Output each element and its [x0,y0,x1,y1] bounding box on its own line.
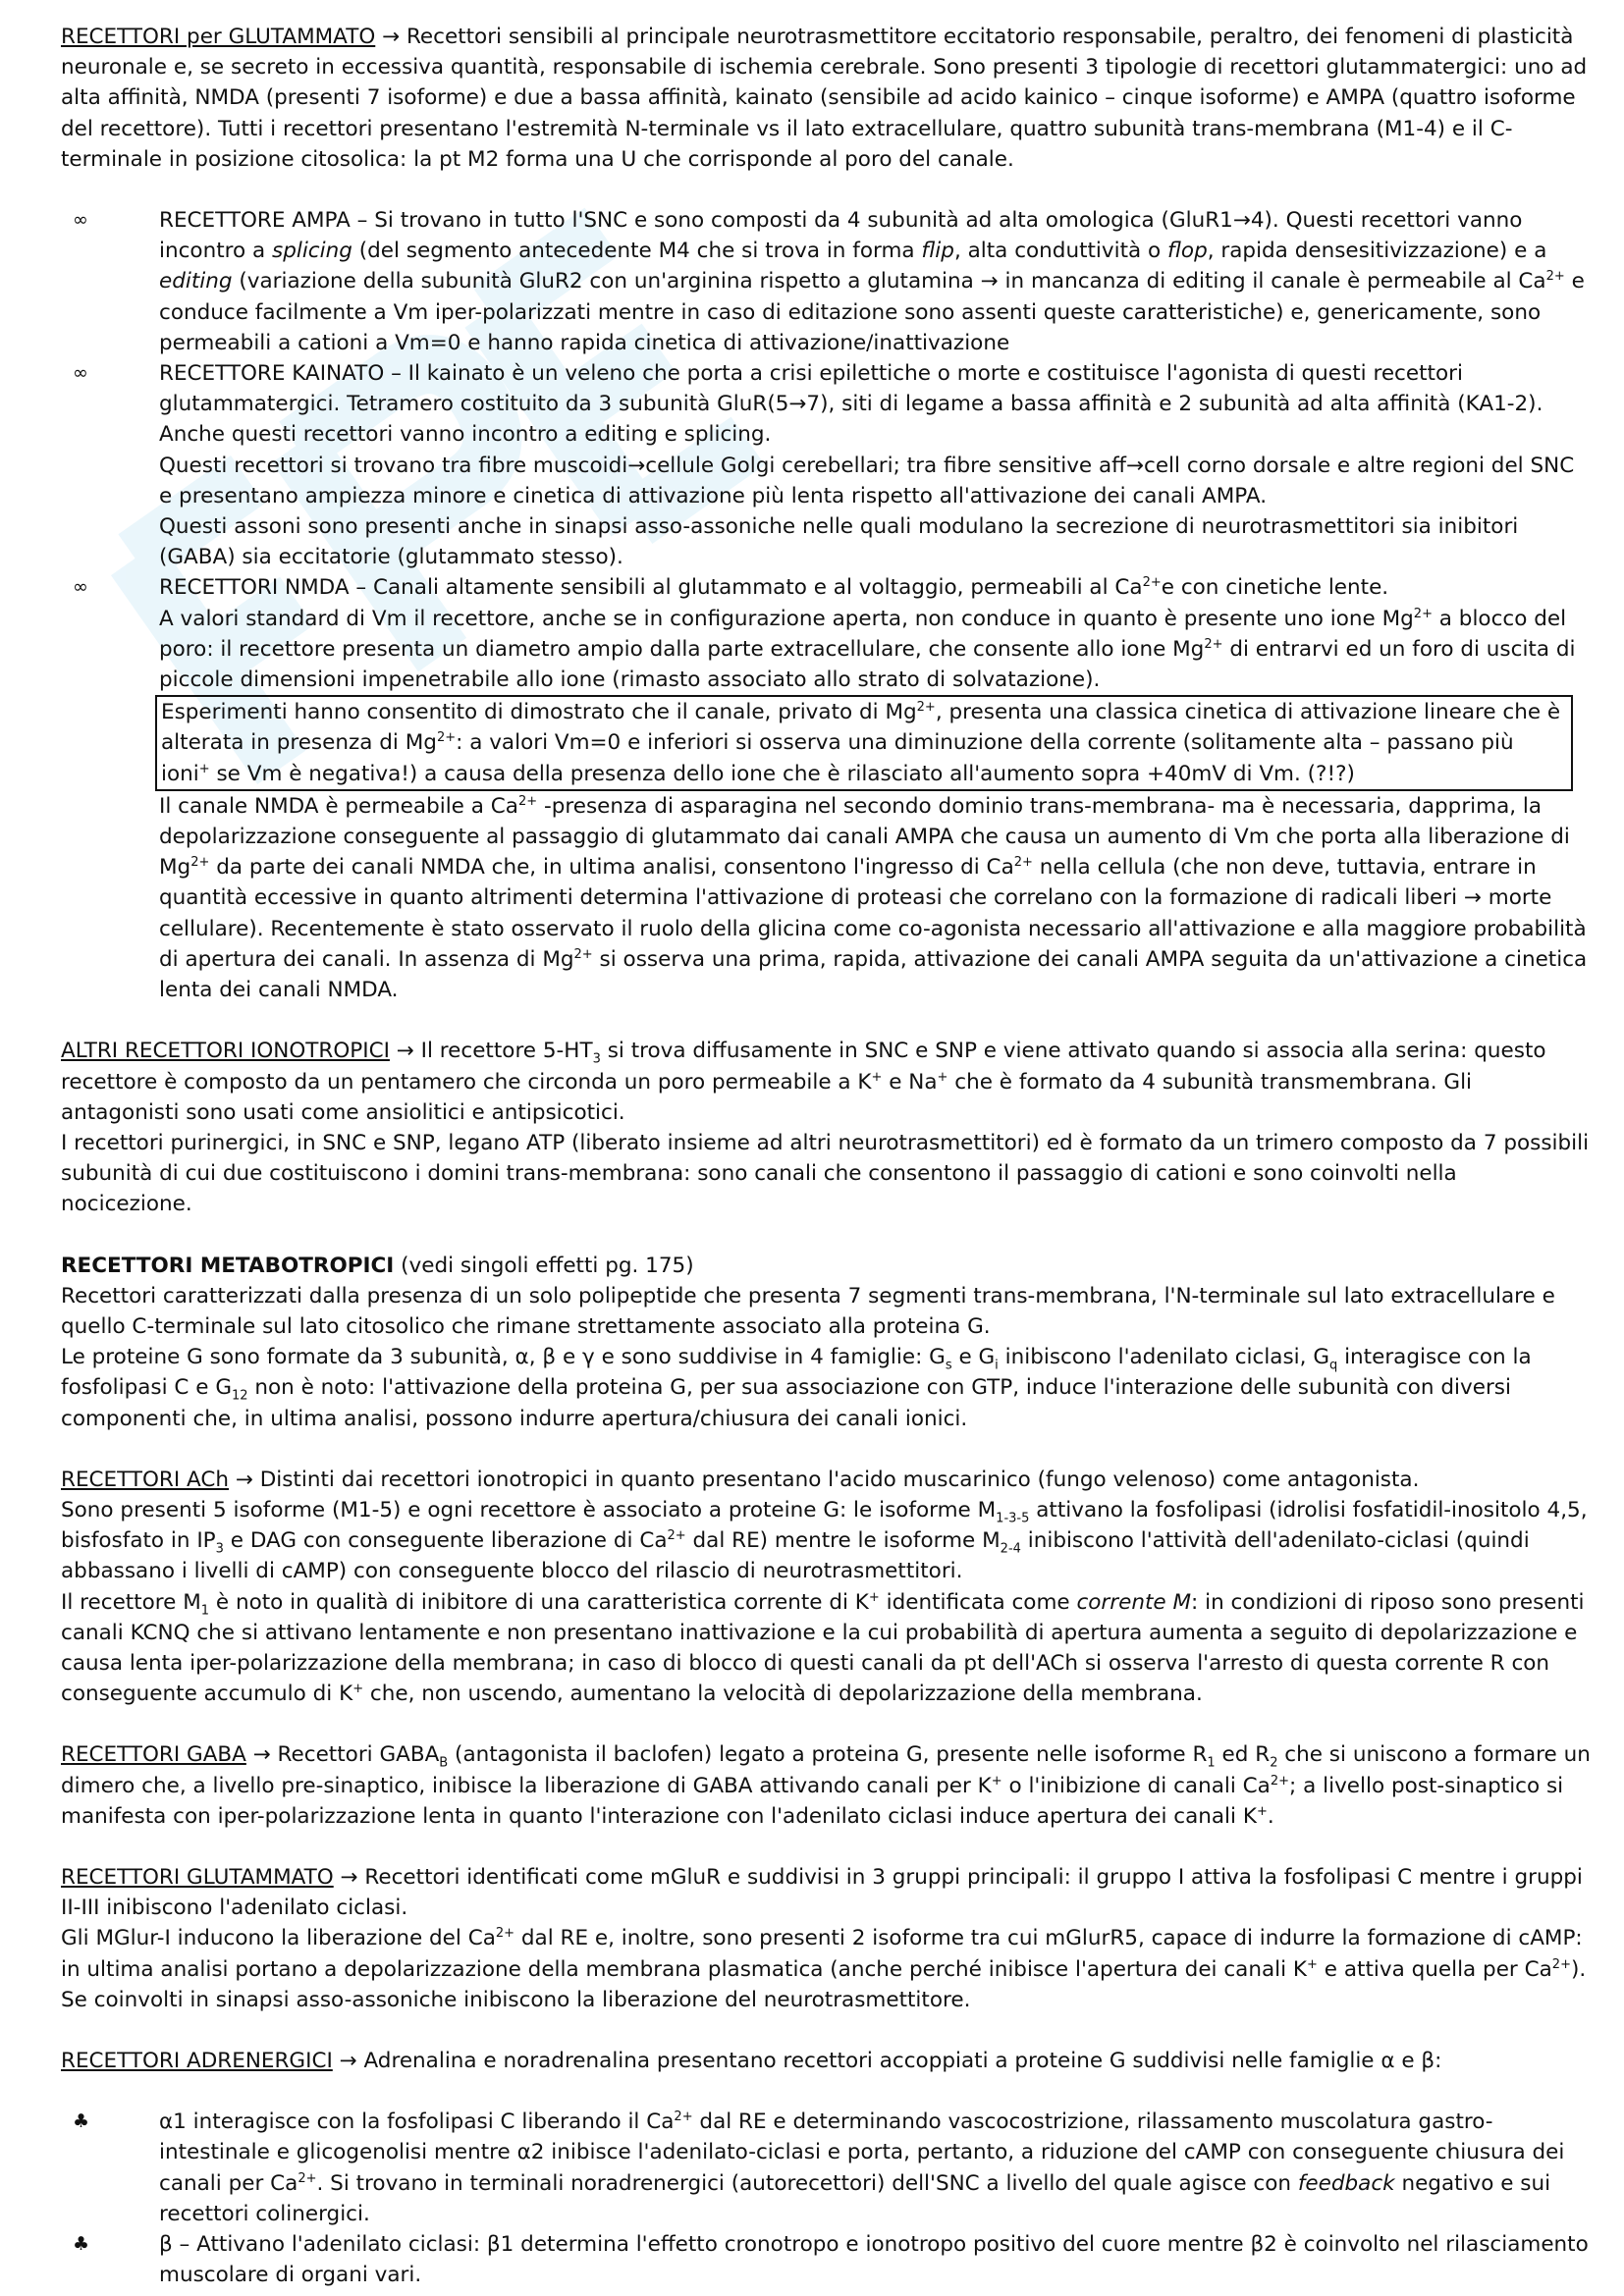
bullet-beta: ♣ β – Attivano l'adenilato ciclasi: β1 determina l'effetto cronotropo e ionotropo positivo del cuore mentre β2 è coinvolto nel rilasciamento muscolare di organi vari. [61,2229,1593,2290]
club-bullet-icon: ♣ [73,2233,90,2255]
heading-adrenergici: RECETTORI ADRENERGICI [61,2048,333,2073]
boxed-note-experiment: Esperimenti hanno consentito di dimostrato che il canale, privato di $Mg^{2+}$, presenta una classica cinetica di attivazione lineare che è alterata in presenza di $Mg^{2+}$: a valori Vm=0 e inferiori si osserva una diminuzione della corrente (solitamente alta – passano più ioni+ se Vm è negativa!) a causa della presenza dello ione che è rilasciato all'aumento sopra +40mV di Vm. (?!?) [155,695,1573,791]
para-altri-recettori: ALTRI RECETTORI IONOTROPICI → Il recettore $5-HT_3$ si trova diffusamente in SNC e SNP e viene attivato quando si associa alla serina: questo recettore è composto da un pentamero che circonda un poro permeabile a K+ e Na+ che è formato da 4 subunità transmembrana. Gli antagonisti sono usati come ansiolitici e antipsicotici. [61,1039,1546,1125]
para-metabotropici: RECETTORI METABOTROPICI (vedi singoli effetti pg. 175) [61,1253,694,1278]
heading-metabotropici: RECETTORI METABOTROPICI [61,1253,395,1278]
para-ach: RECETTORI ACh → Distinti dai recettori ionotropici in quanto presentano l'acido muscarinico (fungo velenoso) come antagonista. [61,1467,1420,1492]
club-bullet-icon: ♣ [73,2110,90,2133]
infinity-bullet-icon: ∞ [73,209,88,232]
bullet-nmda: ∞ RECETTORI NMDA – Canali altamente sensibili al glutammato e al voltaggio, permeabili al $Ca^{2+}e$ con cinetiche lente. A valori standard di Vm il recettore, anche se in configurazione aperta, non conduce in quanto è presente uno ione $Mg^{2+}$ a blocco del poro: il recettore presenta un diametro ampio dalla parte extracellulare, che consente allo ione $Mg^{2+}$ di entrarvi ed un foro di uscita di piccole dimensioni impenetrabile allo ione (rimasto associato allo strato di solvatazione). [61,572,1593,695]
heading-altri-recettori: ALTRI RECETTORI IONOTROPICI [61,1039,390,1064]
heading-recettori-glutammato: RECETTORI per GLUTAMMATO [61,25,376,49]
bullet-alpha: ♣ α1 interagisce con la fosfolipasi C liberando il $Ca^{2+}$ dal RE e determinando vascocostrizione, rilassamento muscolatura gastro-intestinale e glicogenolisi mentre α2 inibisce l'adenilato-ciclasi e porta, pertanto, a riduzione del cAMP con conseguente chiusura dei canali per $Ca^{2+}$. Si trovano in terminali noradrenergici (autorecettori) dell'SNC a livello del quale agisce con feedback negativo e sui recettori colinergici. [61,2107,1593,2229]
para-glutammato-intro: RECETTORI per GLUTAMMATO → Recettori sensibili al principale neurotrasmettitore eccitatorio responsabile, peraltro, dei fenomeni di plasticità neuronale e, se secreto in eccessiva quantità, responsabile di ischemia cerebrale. Sono presenti 3 tipologie di recettori glutammatergici: uno ad alta affinità, NMDA (presenti 7 isoforme) e due a bassa affinità, kainato (sensibile ad acido kainico – cinque isoforme) e AMPA (quattro isoforme del recettore). Tutti i recettori presentano l'estremità N-terminale vs il lato extracellulare, quattro subunità trans-membrana (M1-4) e il C-terminale in posizione citosolica: la pt M2 forma una U che corrisponde al poro del canale. [61,25,1588,172]
para-proteine-g: Le proteine G sono formate da 3 subunità, α, β e γ e sono suddivise in 4 famiglie: $G_s$ e $G_i$ inibiscono l'adenilato ciclasi, $G_q$ interagisce con la fosfolipasi C e $G_{12}$ non è noto: l'attivazione della proteina G, per sua associazione con GTP, induce l'interazione delle subunità con diversi componenti che, in ultima analisi, possono indurre apertura/chiusura dei canali ionici. [61,1345,1532,1431]
infinity-bullet-icon: ∞ [73,576,88,599]
para-purinergici: I recettori purinergici, in SNC e SNP, legano ATP (liberato insieme ad altri neurotrasmettitori) ed è formato da un trimero composto da 7 possibili subunità di cui due costituiscono i domini trans-membrana: sono canali che consentono il passaggio di cationi e sono coinvolti nella nocicezione. [61,1130,1590,1217]
bullet-ampa: ∞ RECETTORE AMPA – Si trovano in tutto l'SNC e sono composti da 4 subunità ad alta omologica (GluR1→4). Questi recettori vanno incontro a splicing (del segmento antecedente M4 che si trova in forma flip, alta conduttività o flop, rapida densesitivizzazione) e a editing (variazione della subunità GluR2 con un'arginina rispetto a glutamina → in mancanza di editing il canale è permeabile al $Ca^{2+}$ e conduce facilmente a Vm iper-polarizzati mentre in caso di editazione sono assenti queste caratteristiche) e, genericamente, sono permeabili a cationi a Vm=0 e hanno rapida cinetica di attivazione/inattivazione [61,205,1593,358]
document-page: RECETTORI per GLUTAMMATO → Recettori sensibili al principale neurotrasmettitore eccitatorio responsabile, peraltro, dei fenomeni di plasticità neuronale e, se secreto in eccessiva quantità, responsabile di ischemia cerebrale. Sono presenti 3 tipologie di recettori glutammatergici: uno ad alta affinità, NMDA (presenti 7 isoforme) e due a bassa affinità, kainato (sensibile ad acido kainico – cinque isoforme) e AMPA (quattro isoforme del recettore). Tutti i recettori presentano l'estremità N-terminale vs il lato extracellulare, quattro subunità trans-membrana (M1-4) e il C-terminale in posizione citosolica: la pt M2 forma una U che corrisponde al poro del canale. ∞ RECETTORE AMPA – Si trovano in tutto l'SNC e sono composti da 4 subunità ad alta omologica (GluR1→4). Questi recettori vanno incontro a splicing (del segmento antecedente M4 che si trova in forma flip, alta conduttività o flop, rapida densesitivizzazione) e a editing (variazione della subunità GluR2 con un'arginina rispetto a glutamina → in mancanza di editing il canale è permeabile al $Ca^{2+}$ e conduce facilmente a Vm iper-polarizzati mentre in caso di editazione sono assenti queste caratteristiche) e, genericamente, sono permeabili a cationi a Vm=0 e hanno rapida cinetica di attivazione/inattivazione ∞ RECETTORE KAINATO – Il kainato è un veleno che porta a crisi epilettiche o morte e costituisce l'agonista di questi recettori glutammatergici. Tetramero costituito da 3 subunità GluR(5→7), siti di legame a bassa affinità e 2 subunità ad alta affinità (KA1-2). Anche questi recettori vanno incontro a editing e splicing. Questi recettori si trovano tra fibre muscoidi→cellule Golgi cerebellari; tra fibre sensitive aff→cell corno dorsale e altre regioni del SNC e presentano ampiezza minore e cinetica di attivazione più lenta rispetto all'attivazione dei canali AMPA. Questi assoni sono presenti anche in sinapsi asso-assoniche nelle quali modulano la secrezione di neurotrasmettitori sia inibitori (GABA) sia eccitatorie (glutammato stesso). ∞ RECETTORI NMDA – Canali altamente sensibili al glutammato e al voltaggio, permeabili al $Ca^{2+}e$ con cinetiche lente. A valori standard di Vm il recettore, anche se in configurazione aperta, non conduce in quanto è presente uno ione $Mg^{2+}$ a blocco del poro: il recettore presenta un diametro ampio dalla parte extracellulare, che consente allo ione $Mg^{2+}$ di entrarvi ed un foro di uscita di piccole dimensioni impenetrabile allo ione (rimasto associato allo strato di solvatazione). Esperimenti hanno consentito di dimostrato che il canale, privato di $Mg^{2+}$, presenta una classica cinetica di attivazione lineare che è alterata in presenza di $Mg^{2+}$: a valori Vm=0 e inferiori si osserva una diminuzione della corrente (solitamente alta – passano più ioni+ se Vm è negativa!) a causa della presenza dello ione che è rilasciato all'aumento sopra +40mV di Vm. (?!?) Il canale NMDA è permeabile a $Ca^{2+}$ -presenza di asparagina nel secondo dominio trans-membrana- ma è necessaria, dapprima, la depolarizzazione conseguente al passaggio di glutammato dai canali AMPA che causa un aumento di Vm che porta alla liberazione di $Mg^{2+}$ da parte dei canali NMDA che, in ultima analisi, consentono l'ingresso di $Ca^{2+}$ nella cellula (che non deve, tuttavia, entrare in quantità eccessive in quanto altrimenti determina l'attivazione di proteasi che correlano con la formazione di radicali liberi → morte cellulare). Recentemente è stato osservato il ruolo della glicina come co-agonista necessario all'attivazione e alla maggiore probabilità di apertura dei canali. In assenza di $Mg^{2+}$ si osserva una prima, rapida, attivazione dei canali AMPA seguita da un'attivazione a cinetica lenta dei canali NMDA. ALTRI RECETTORI IONOTROPICI → Il recettore $5-HT_3$ si trova diffusamente in SNC e SNP e viene attivato quando si associa alla serina: questo recettore è composto da un pentamero che circonda un poro permeabile a K+ e Na+ che è formato da 4 subunità transmembrana. Gli antagonisti sono usati come ansiolitici e antipsicotici. I recettori purinergici, in SNC e SNP, legano ATP (liberato insieme ad altri neurotrasmettitori) ed è formato da un trimero composto da 7 possibili subunità di cui due costituiscono i domini trans-membrana: sono canali che consentono il passaggio di cationi e sono coinvolti nella nocicezione. RECETTORI METABOTROPICI (vedi singoli effetti pg. 175) Recettori caratterizzati dalla presenza di un solo polipeptide che presenta 7 segmenti trans-membrana, l'N-terminale sul lato extracellulare e quello C-terminale sul lato citosolico che rimane strettamente associato alla proteina G. Le proteine G sono formate da 3 subunità, α, β e γ e sono suddivise in 4 famiglie: $G_s$ e $G_i$ inibiscono l'adenilato ciclasi, $G_q$ interagisce con la fosfolipasi C e $G_{12}$ non è noto: l'attivazione della proteina G, per sua associazione con GTP, induce l'interazione delle subunità con diversi componenti che, in ultima analisi, possono indurre apertura/chiusura dei canali ionici. RECETTORI ACh → Distinti dai recettori ionotropici in quanto presentano l'acido muscarinico (fungo velenoso) come antagonista. Sono presenti 5 isoforme (M1-5) e ogni recettore è associato a proteine G: le isoforme $M_{1-3-5}$ attivano la fosfolipasi (idrolisi fosfatidil-inositolo 4,5, bisfosfato in $IP_3$ e DAG con conseguente liberazione di $Ca^{2+}$ dal RE) mentre le isoforme $M_{2-4}$ inibiscono l'attività dell'adenilato-ciclasi (quindi abbassano i livelli di cAMP) con conseguente blocco del rilascio di neurotrasmettitori. Il recettore $M_1$ è noto in qualità di inibitore di una caratteristica corrente di K+ identificata come corrente M: in condizioni di riposo sono presenti canali KCNQ che si attivano lentamente e non presentano inattivazione e la cui probabilità di apertura aumenta a seguito di depolarizzazione e causa lenta iper-polarizzazione della membrana; in caso di blocco di questi canali da pt dell'ACh si osserva l'arresto di questa corrente R con conseguente accumulo di K+ che, non uscendo, aumentano la velocità di depolarizzazione della membrana. RECETTORI GABA → Recettori $GABA_B$ (antagonista il baclofen) legato a proteina G, presente nelle isoforme $R_1$ ed $R_2$ che si uniscono a formare un dimero che, a livello pre-sinaptico, inibisce la liberazione di GABA attivando canali per K+ o l'inibizione di canali $Ca^{2+}$; a livello post-sinaptico si manifesta con iper-polarizzazione lenta in quanto l'interazione con l'adenilato ciclasi induce apertura dei canali K+. RECETTORI GLUTAMMATO → Recettori identificati come mGluR e suddivisi in 3 gruppi principali: il gruppo I attiva la fosfolipasi C mentre i gruppi II-III inibiscono l'adenilato ciclasi. Gli MGlur-I inducono la liberazione del $Ca^{2+}$ dal RE e, inoltre, sono presenti 2 isoforme tra cui mGlurR5, capace di indurre la formazione di cAMP: in ultima analisi portano a depolarizzazione della membrana plasmatica (anche perché inibisce l'apertura dei canali K+ e attiva quella per $Ca^{2+}$). Se coinvolti in sinapsi asso-assoniche inibiscono la liberazione del neurotrasmettitore. RECETTORI ADRENERGICI → Adrenalina e noradrenalina presentano recettori accoppiati a proteine G suddivisi nelle famiglie α e β: ♣ α1 interagisce con la fosfolipasi C liberando il $Ca^{2+}$ dal RE e determinando vascocostrizione, rilassamento muscolatura gastro-intestinale e glicogenolisi mentre α2 inibisce l'adenilato-ciclasi e porta, pertanto, a riduzione del cAMP con conseguente chiusura dei canali per $Ca^{2+}$. Si trovano in terminali noradrenergici (autorecettori) dell'SNC a livello del quale agisce con feedback negativo e sui recettori colinergici. ♣ β – Attivano l'adenilato ciclasi: β1 determina l'effetto cronotropo e ionotropo positivo del cuore mentre β2 è coinvolto nel rilasciamento muscolare di organi vari. [61,22,1593,2290]
heading-gaba: RECETTORI GABA [61,1742,246,1768]
para-adrenergici: RECETTORI ADRENERGICI → Adrenalina e noradrenalina presentano recettori accoppiati a proteine G suddivisi nelle famiglie α e β: [61,2048,1442,2073]
heading-ach: RECETTORI ACh [61,1467,230,1492]
para-nmda-permeability: Il canale NMDA è permeabile a $Ca^{2+}$ -presenza di asparagina nel secondo dominio trans-membrana- ma è necessaria, dapprima, la depolarizzazione conseguente al passaggio di glutammato dai canali AMPA che causa un aumento di Vm che porta alla liberazione di $Mg^{2+}$ da parte dei canali NMDA che, in ultima analisi, consentono l'ingresso di $Ca^{2+}$ nella cellula (che non deve, tuttavia, entrare in quantità eccessive in quanto altrimenti determina l'attivazione di proteasi che correlano con la formazione di radicali liberi → morte cellulare). Recentemente è stato osservato il ruolo della glicina come co-agonista necessario all'attivazione e alla maggiore probabilità di apertura dei canali. In assenza di $Mg^{2+}$ si osserva una prima, rapida, attivazione dei canali AMPA seguita da un'attivazione a cinetica lenta dei canali NMDA. [159,793,1588,1003]
infinity-bullet-icon: ∞ [73,362,88,385]
para-glutammato-metabotropici: RECETTORI GLUTAMMATO → Recettori identificati come mGluR e suddivisi in 3 gruppi principali: il gruppo I attiva la fosfolipasi C mentre i gruppi II-III inibiscono l'adenilato ciclasi. [61,1864,1583,1921]
para-gaba: RECETTORI GABA → Recettori $GABA_B$ (antagonista il baclofen) legato a proteina G, presente nelle isoforme $R_1$ ed $R_2$ che si uniscono a formare un dimero che, a livello pre-sinaptico, inibisce la liberazione di GABA attivando canali per K+ o l'inibizione di canali $Ca^{2+}$; a livello post-sinaptico si manifesta con iper-polarizzazione lenta in quanto l'interazione con l'adenilato ciclasi induce apertura dei canali K+. [61,1742,1591,1829]
bullet-kainato: ∞ RECETTORE KAINATO – Il kainato è un veleno che porta a crisi epilettiche o morte e costituisce l'agonista di questi recettori glutammatergici. Tetramero costituito da 3 subunità GluR(5→7), siti di legame a bassa affinità e 2 subunità ad alta affinità (KA1-2). Anche questi recettori vanno incontro a editing e splicing. Questi recettori si trovano tra fibre muscoidi→cellule Golgi cerebellari; tra fibre sensitive aff→cell corno dorsale e altre regioni del SNC e presentano ampiezza minore e cinetica di attivazione più lenta rispetto all'attivazione dei canali AMPA. Questi assoni sono presenti anche in sinapsi asso-assoniche nelle quali modulano la secrezione di neurotrasmettitori sia inibitori (GABA) sia eccitatorie (glutammato stesso). [61,358,1593,572]
heading-glutammato-2: RECETTORI GLUTAMMATO [61,1864,334,1890]
